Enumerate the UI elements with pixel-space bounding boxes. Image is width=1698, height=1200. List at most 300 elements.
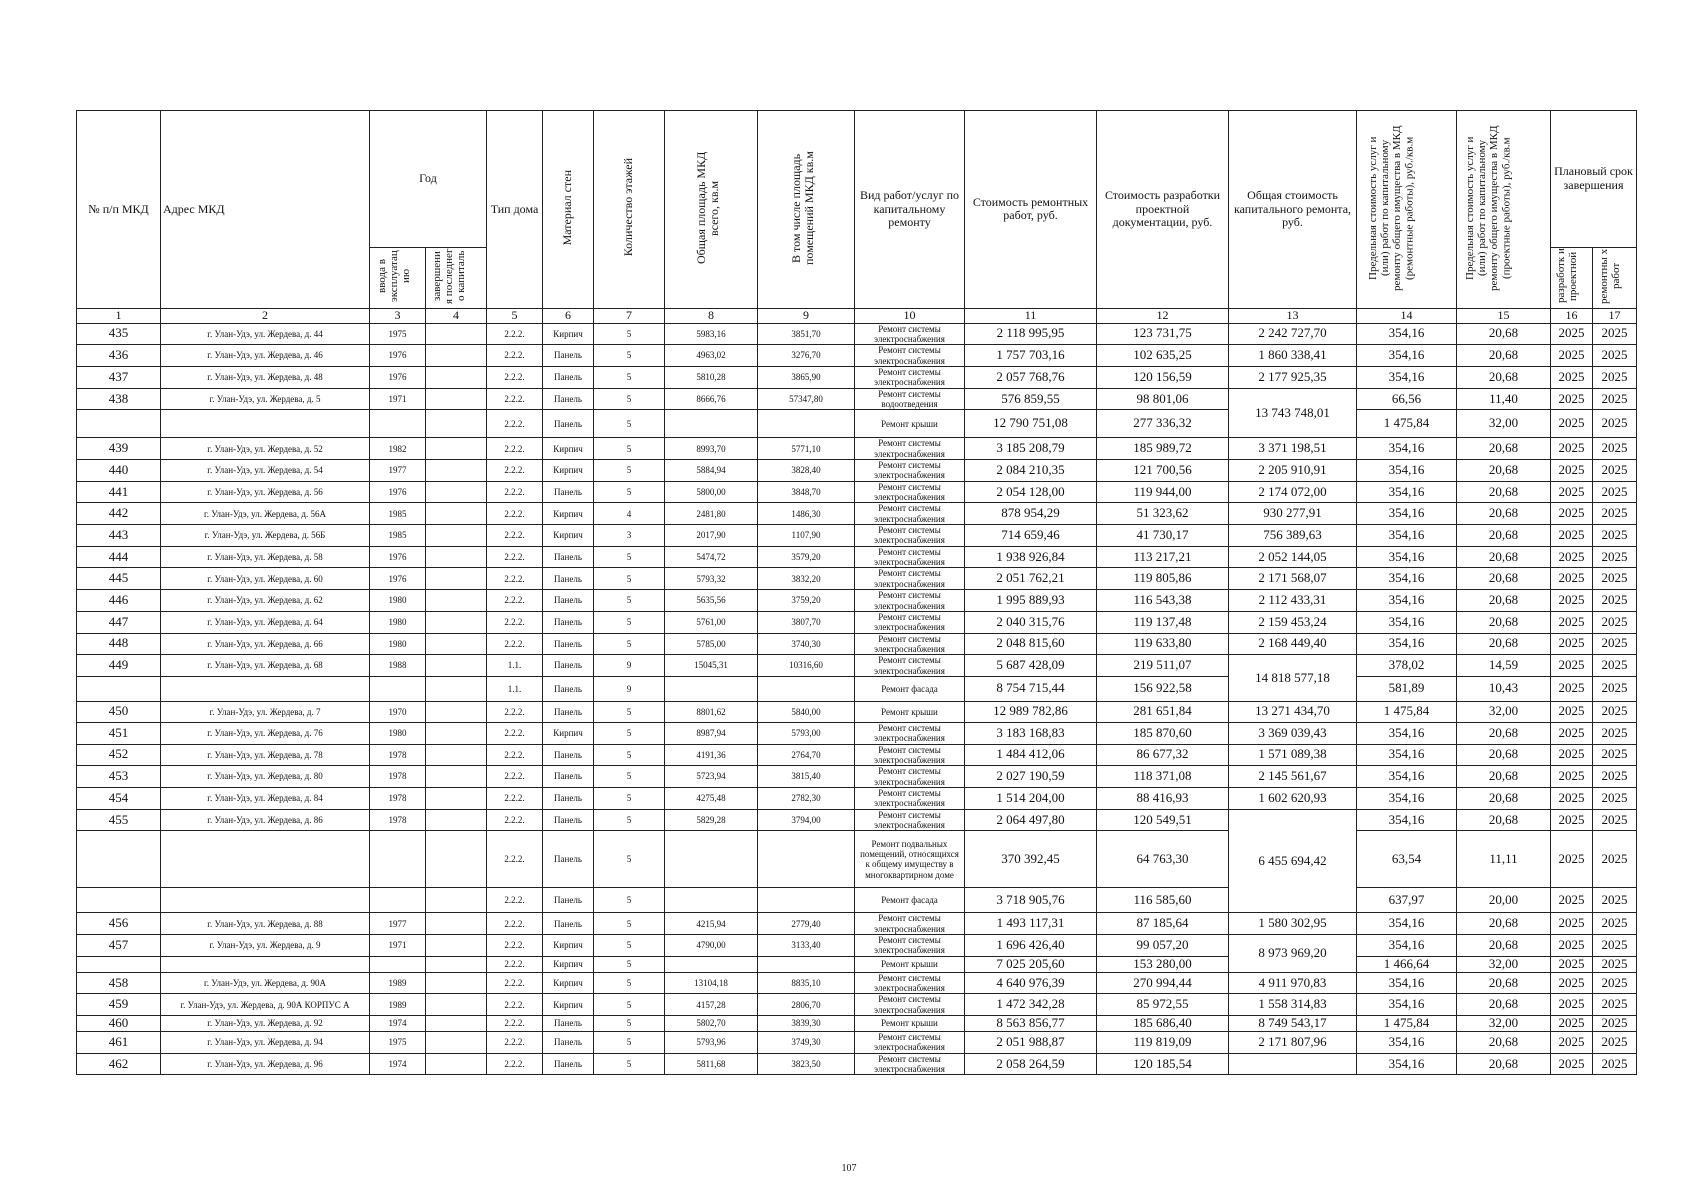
cell-floors: 9 — [594, 655, 665, 677]
header-wall-material: Материал стен — [543, 111, 594, 309]
cell-premises-area: 1486,30 — [758, 503, 855, 525]
cell-limit-repair: 63,54 — [1357, 831, 1457, 888]
cell-total-cost: 2 171 568,07 — [1229, 568, 1357, 590]
cell-limit-repair: 354,16 — [1357, 460, 1457, 482]
cell-work-type: Ремонт системы электроснабжения — [855, 935, 965, 957]
cell-premises-area: 2764,70 — [758, 744, 855, 766]
cell-house-type: 1.1. — [487, 655, 543, 677]
cell-year-reconstruction — [426, 366, 487, 388]
cell-total-cost: 8 973 969,20 — [1229, 935, 1357, 973]
cell-wall-material: Кирпич — [543, 722, 594, 744]
cell-total-cost: 1 580 302,95 — [1229, 913, 1357, 935]
cell-design-cost: 270 994,44 — [1097, 972, 1229, 994]
cell-plan-design-year: 2025 — [1551, 744, 1593, 766]
table-row — [77, 503, 1637, 525]
cell-row-number: 449 — [77, 655, 161, 677]
cell-work-type: Ремонт системы электроснабжения — [855, 460, 965, 482]
cell-wall-material: Панель — [543, 744, 594, 766]
table-row — [77, 525, 1637, 547]
cell-wall-material: Кирпич — [543, 972, 594, 994]
cell-wall-material: Панель — [543, 366, 594, 388]
cell-floors: 3 — [594, 525, 665, 547]
cell-design-cost: 118 371,08 — [1097, 766, 1229, 788]
cell-limit-design: 10,43 — [1457, 676, 1551, 701]
cell-total-area: 5983,16 — [665, 323, 758, 345]
cell-plan-design-year: 2025 — [1551, 972, 1593, 994]
cell-year-commissioning: 1989 — [370, 972, 426, 994]
cell-work-type: Ремонт крыши — [855, 1016, 965, 1032]
header-premises-area: В том числе площадь помещений МКД кв.м — [758, 111, 855, 309]
cell-limit-design: 20,68 — [1457, 611, 1551, 633]
column-number: 15 — [1457, 308, 1551, 323]
cell-limit-repair: 354,16 — [1357, 568, 1457, 590]
cell-repair-cost: 2 058 264,59 — [965, 1053, 1097, 1075]
cell-address: г. Улан-Удэ, ул. Жердева, д. 52 — [161, 438, 370, 460]
cell-design-cost: 120 156,59 — [1097, 366, 1229, 388]
cell-address: г. Улан-Удэ, ул. Жердева, д. 60 — [161, 568, 370, 590]
cell-house-type: 2.2.2. — [487, 766, 543, 788]
column-number: 13 — [1229, 308, 1357, 323]
cell-address: г. Улан-Удэ, ул. Жердева, д. 9 — [161, 935, 370, 957]
table-row — [77, 744, 1637, 766]
cell-limit-repair: 354,16 — [1357, 935, 1457, 957]
cell-house-type: 2.2.2. — [487, 611, 543, 633]
cell-repair-cost: 2 051 988,87 — [965, 1031, 1097, 1053]
cell-total-cost: 2 171 807,96 — [1229, 1031, 1357, 1053]
cell-year-reconstruction — [426, 809, 487, 831]
cell-year-reconstruction — [426, 722, 487, 744]
cell-year-commissioning: 1985 — [370, 503, 426, 525]
cell-total-area: 5811,68 — [665, 1053, 758, 1075]
cell-wall-material: Панель — [543, 611, 594, 633]
cell-year-reconstruction — [426, 460, 487, 482]
cell-wall-material: Кирпич — [543, 935, 594, 957]
table-row — [77, 787, 1637, 809]
cell-row-number: 440 — [77, 460, 161, 482]
cell-house-type: 2.2.2. — [487, 935, 543, 957]
cell-total-area: 8993,70 — [665, 438, 758, 460]
cell-repair-cost: 2 040 315,76 — [965, 611, 1097, 633]
cell-total-cost: 1 602 620,93 — [1229, 787, 1357, 809]
cell-house-type: 2.2.2. — [487, 568, 543, 590]
cell-row-number: 452 — [77, 744, 161, 766]
cell-plan-repair-year: 2025 — [1593, 888, 1637, 913]
cell-house-type: 2.2.2. — [487, 722, 543, 744]
cell-total-area: 13104,18 — [665, 972, 758, 994]
cell-work-type: Ремонт системы электроснабжения — [855, 323, 965, 345]
table-row — [77, 388, 1637, 410]
cell-total-cost: 2 177 925,35 — [1229, 366, 1357, 388]
cell-repair-cost: 1 484 412,06 — [965, 744, 1097, 766]
cell-row-number: 461 — [77, 1031, 161, 1053]
table-row — [77, 956, 1637, 972]
cell-work-type: Ремонт системы электроснабжения — [855, 345, 965, 367]
cell-repair-cost: 1 493 117,31 — [965, 913, 1097, 935]
cell-plan-repair-year: 2025 — [1593, 323, 1637, 345]
cell-premises-area: 3749,30 — [758, 1031, 855, 1053]
cell-address: г. Улан-Удэ, ул. Жердева, д. 90А КОРПУС А — [161, 994, 370, 1016]
cell-year-commissioning — [370, 956, 426, 972]
header-year: Год — [370, 111, 487, 248]
cell-house-type: 2.2.2. — [487, 460, 543, 482]
cell-design-cost: 41 730,17 — [1097, 525, 1229, 547]
cell-limit-repair: 1 475,84 — [1357, 701, 1457, 722]
cell-floors: 5 — [594, 701, 665, 722]
cell-row-number: 439 — [77, 438, 161, 460]
cell-wall-material: Кирпич — [543, 503, 594, 525]
cell-year-reconstruction — [426, 935, 487, 957]
cell-design-cost: 153 280,00 — [1097, 956, 1229, 972]
cell-limit-repair: 354,16 — [1357, 546, 1457, 568]
cell-limit-design: 20,00 — [1457, 888, 1551, 913]
header-address: Адрес МКД — [161, 111, 370, 309]
cell-address: г. Улан-Удэ, ул. Жердева, д. 46 — [161, 345, 370, 367]
cell-plan-repair-year: 2025 — [1593, 503, 1637, 525]
cell-repair-cost: 2 118 995,95 — [965, 323, 1097, 345]
cell-total-cost: 930 277,91 — [1229, 503, 1357, 525]
cell-limit-design: 20,68 — [1457, 722, 1551, 744]
cell-limit-design: 20,68 — [1457, 809, 1551, 831]
cell-year-reconstruction — [426, 611, 487, 633]
cell-plan-design-year: 2025 — [1551, 503, 1593, 525]
cell-year-commissioning: 1985 — [370, 525, 426, 547]
table-row — [77, 438, 1637, 460]
cell-total-area: 2017,90 — [665, 525, 758, 547]
cell-year-reconstruction — [426, 787, 487, 809]
cell-repair-cost: 1 472 342,28 — [965, 994, 1097, 1016]
cell-wall-material: Кирпич — [543, 460, 594, 482]
cell-floors: 4 — [594, 503, 665, 525]
cell-address — [161, 888, 370, 913]
cell-row-number: 435 — [77, 323, 161, 345]
header-plan-repair: ремонтны х работ — [1593, 248, 1637, 309]
cell-repair-cost: 8 563 856,77 — [965, 1016, 1097, 1032]
cell-premises-area: 1107,90 — [758, 525, 855, 547]
cell-year-reconstruction — [426, 345, 487, 367]
cell-plan-repair-year: 2025 — [1593, 972, 1637, 994]
cell-premises-area: 5793,00 — [758, 722, 855, 744]
cell-premises-area — [758, 956, 855, 972]
cell-plan-repair-year: 2025 — [1593, 913, 1637, 935]
cell-row-number: 444 — [77, 546, 161, 568]
cell-plan-repair-year: 2025 — [1593, 809, 1637, 831]
table-row — [77, 935, 1637, 957]
cell-limit-repair: 378,02 — [1357, 655, 1457, 677]
cell-house-type: 2.2.2. — [487, 1053, 543, 1075]
cell-address — [161, 831, 370, 888]
column-number: 4 — [426, 308, 487, 323]
cell-plan-design-year: 2025 — [1551, 546, 1593, 568]
cell-limit-design: 32,00 — [1457, 956, 1551, 972]
cell-year-reconstruction — [426, 766, 487, 788]
cell-limit-design: 20,68 — [1457, 590, 1551, 612]
cell-row-number: 443 — [77, 525, 161, 547]
cell-work-type: Ремонт подвальных помещений, относящихся к общему имуществу в многоквартирном доме — [855, 831, 965, 888]
cell-year-commissioning: 1976 — [370, 546, 426, 568]
cell-year-commissioning: 1978 — [370, 766, 426, 788]
cell-wall-material: Кирпич — [543, 525, 594, 547]
cell-limit-design: 20,68 — [1457, 935, 1551, 957]
cell-premises-area: 3815,40 — [758, 766, 855, 788]
cell-design-cost: 185 870,60 — [1097, 722, 1229, 744]
cell-row-number: 458 — [77, 972, 161, 994]
cell-work-type: Ремонт системы электроснабжения — [855, 568, 965, 590]
cell-house-type: 2.2.2. — [487, 323, 543, 345]
cell-limit-repair: 637,97 — [1357, 888, 1457, 913]
cell-row-number: 447 — [77, 611, 161, 633]
cell-repair-cost: 12 989 782,86 — [965, 701, 1097, 722]
cell-plan-design-year: 2025 — [1551, 935, 1593, 957]
cell-year-reconstruction — [426, 972, 487, 994]
cell-total-area: 5723,94 — [665, 766, 758, 788]
table-row — [77, 1031, 1637, 1053]
cell-floors: 5 — [594, 787, 665, 809]
cell-design-cost: 88 416,93 — [1097, 787, 1229, 809]
table-row — [77, 460, 1637, 482]
cell-row-number: 450 — [77, 701, 161, 722]
cell-floors: 5 — [594, 546, 665, 568]
cell-work-type: Ремонт системы электроснабжения — [855, 481, 965, 503]
cell-design-cost: 119 819,09 — [1097, 1031, 1229, 1053]
cell-premises-area: 3865,90 — [758, 366, 855, 388]
cell-year-commissioning — [370, 676, 426, 701]
cell-limit-repair: 66,56 — [1357, 388, 1457, 410]
table-row — [77, 410, 1637, 438]
cell-premises-area: 57347,80 — [758, 388, 855, 410]
column-number: 2 — [161, 308, 370, 323]
cell-year-reconstruction — [426, 525, 487, 547]
column-number: 10 — [855, 308, 965, 323]
cell-row-number — [77, 888, 161, 913]
cell-year-commissioning — [370, 831, 426, 888]
cell-total-cost: 8 749 543,17 — [1229, 1016, 1357, 1032]
cell-limit-repair: 354,16 — [1357, 590, 1457, 612]
cell-total-area: 5884,94 — [665, 460, 758, 482]
cell-premises-area: 3807,70 — [758, 611, 855, 633]
cell-work-type: Ремонт системы электроснабжения — [855, 655, 965, 677]
table-row — [77, 722, 1637, 744]
cell-wall-material: Панель — [543, 546, 594, 568]
cell-repair-cost: 8 754 715,44 — [965, 676, 1097, 701]
cell-premises-area — [758, 676, 855, 701]
cell-total-area: 4963,02 — [665, 345, 758, 367]
cell-total-area: 5761,00 — [665, 611, 758, 633]
cell-total-cost: 1 571 089,38 — [1229, 744, 1357, 766]
cell-floors: 5 — [594, 460, 665, 482]
cell-total-area: 4191,36 — [665, 744, 758, 766]
cell-work-type: Ремонт системы электроснабжения — [855, 366, 965, 388]
cell-year-reconstruction — [426, 410, 487, 438]
cell-premises-area: 3740,30 — [758, 633, 855, 655]
table-row — [77, 590, 1637, 612]
cell-work-type: Ремонт системы электроснабжения — [855, 525, 965, 547]
cell-design-cost: 119 805,86 — [1097, 568, 1229, 590]
cell-design-cost: 119 944,00 — [1097, 481, 1229, 503]
cell-limit-repair: 354,16 — [1357, 766, 1457, 788]
table-row — [77, 994, 1637, 1016]
cell-address: г. Улан-Удэ, ул. Жердева, д. 64 — [161, 611, 370, 633]
cell-repair-cost: 2 064 497,80 — [965, 809, 1097, 831]
cell-work-type: Ремонт крыши — [855, 410, 965, 438]
cell-limit-repair: 354,16 — [1357, 481, 1457, 503]
cell-year-commissioning: 1976 — [370, 345, 426, 367]
cell-plan-design-year: 2025 — [1551, 655, 1593, 677]
cell-year-reconstruction — [426, 701, 487, 722]
cell-limit-design: 32,00 — [1457, 701, 1551, 722]
cell-limit-repair: 354,16 — [1357, 1031, 1457, 1053]
cell-year-commissioning: 1989 — [370, 994, 426, 1016]
column-number: 3 — [370, 308, 426, 323]
cell-year-reconstruction — [426, 503, 487, 525]
cell-floors: 5 — [594, 568, 665, 590]
cell-limit-repair: 1 466,64 — [1357, 956, 1457, 972]
cell-year-commissioning: 1978 — [370, 809, 426, 831]
cell-plan-repair-year: 2025 — [1593, 525, 1637, 547]
cell-house-type: 2.2.2. — [487, 1031, 543, 1053]
cell-address: г. Улан-Удэ, ул. Жердева, д. 68 — [161, 655, 370, 677]
cell-design-cost: 219 511,07 — [1097, 655, 1229, 677]
cell-row-number: 437 — [77, 366, 161, 388]
cell-total-area: 15045,31 — [665, 655, 758, 677]
cell-row-number: 441 — [77, 481, 161, 503]
cell-premises-area: 3579,20 — [758, 546, 855, 568]
cell-year-reconstruction — [426, 994, 487, 1016]
cell-address — [161, 956, 370, 972]
cell-house-type: 2.2.2. — [487, 633, 543, 655]
cell-house-type: 2.2.2. — [487, 972, 543, 994]
cell-address: г. Улан-Удэ, ул. Жердева, д. 62 — [161, 590, 370, 612]
cell-repair-cost: 2 054 128,00 — [965, 481, 1097, 503]
cell-total-cost: 3 371 198,51 — [1229, 438, 1357, 460]
cell-row-number: 446 — [77, 590, 161, 612]
cell-year-reconstruction — [426, 590, 487, 612]
cell-total-cost: 2 168 449,40 — [1229, 633, 1357, 655]
cell-plan-design-year: 2025 — [1551, 888, 1593, 913]
cell-year-reconstruction — [426, 633, 487, 655]
cell-year-commissioning: 1988 — [370, 655, 426, 677]
cell-total-cost: 4 911 970,83 — [1229, 972, 1357, 994]
cell-address: г. Улан-Удэ, ул. Жердева, д. 78 — [161, 744, 370, 766]
cell-premises-area: 2782,30 — [758, 787, 855, 809]
cell-repair-cost: 3 185 208,79 — [965, 438, 1097, 460]
cell-work-type: Ремонт системы электроснабжения — [855, 611, 965, 633]
cell-design-cost: 120 549,51 — [1097, 809, 1229, 831]
cell-row-number: 448 — [77, 633, 161, 655]
cell-total-cost: 6 455 694,42 — [1229, 809, 1357, 913]
column-number: 16 — [1551, 308, 1593, 323]
cell-address: г. Улан-Удэ, ул. Жердева, д. 54 — [161, 460, 370, 482]
cell-premises-area — [758, 888, 855, 913]
cell-plan-design-year: 2025 — [1551, 1053, 1593, 1075]
cell-total-cost: 756 389,63 — [1229, 525, 1357, 547]
cell-year-reconstruction — [426, 831, 487, 888]
cell-repair-cost: 1 514 204,00 — [965, 787, 1097, 809]
cell-year-commissioning: 1976 — [370, 568, 426, 590]
cell-wall-material: Панель — [543, 676, 594, 701]
cell-limit-design: 11,40 — [1457, 388, 1551, 410]
column-number: 12 — [1097, 308, 1229, 323]
cell-repair-cost: 5 687 428,09 — [965, 655, 1097, 677]
cell-year-commissioning: 1980 — [370, 611, 426, 633]
cell-plan-design-year: 2025 — [1551, 345, 1593, 367]
cell-design-cost: 123 731,75 — [1097, 323, 1229, 345]
cell-limit-design: 20,68 — [1457, 345, 1551, 367]
cell-row-number: 462 — [77, 1053, 161, 1075]
cell-year-reconstruction — [426, 323, 487, 345]
cell-year-commissioning: 1971 — [370, 935, 426, 957]
cell-year-commissioning: 1974 — [370, 1016, 426, 1032]
header-plan-design: разработк и проектной — [1551, 248, 1593, 309]
cell-floors: 5 — [594, 345, 665, 367]
cell-year-reconstruction — [426, 1016, 487, 1032]
cell-total-cost: 1 860 338,41 — [1229, 345, 1357, 367]
cell-repair-cost: 1 995 889,93 — [965, 590, 1097, 612]
cell-work-type: Ремонт системы электроснабжения — [855, 546, 965, 568]
cell-year-commissioning: 1977 — [370, 913, 426, 935]
header-total-area: Общая площадь МКД всего, кв.м — [665, 111, 758, 309]
cell-premises-area — [758, 410, 855, 438]
cell-limit-design: 20,68 — [1457, 633, 1551, 655]
cell-limit-repair: 354,16 — [1357, 744, 1457, 766]
cell-total-area: 5800,00 — [665, 481, 758, 503]
cell-total-area — [665, 676, 758, 701]
cell-address: г. Улан-Удэ, ул. Жердева, д. 5 — [161, 388, 370, 410]
cell-total-cost: 2 205 910,91 — [1229, 460, 1357, 482]
cell-address: г. Улан-Удэ, ул. Жердева, д. 90А — [161, 972, 370, 994]
cell-year-commissioning: 1978 — [370, 787, 426, 809]
cell-wall-material: Панель — [543, 787, 594, 809]
cell-design-cost: 185 989,72 — [1097, 438, 1229, 460]
cell-address: г. Улан-Удэ, ул. Жердева, д. 48 — [161, 366, 370, 388]
cell-plan-design-year: 2025 — [1551, 611, 1593, 633]
cell-work-type: Ремонт системы электроснабжения — [855, 994, 965, 1016]
cell-limit-design: 20,68 — [1457, 1031, 1551, 1053]
capital-repair-table — [76, 110, 1637, 1075]
cell-year-reconstruction — [426, 655, 487, 677]
cell-year-reconstruction — [426, 481, 487, 503]
cell-wall-material: Кирпич — [543, 323, 594, 345]
cell-premises-area: 2806,70 — [758, 994, 855, 1016]
cell-total-area: 4790,00 — [665, 935, 758, 957]
cell-repair-cost: 2 051 762,21 — [965, 568, 1097, 590]
cell-plan-design-year: 2025 — [1551, 722, 1593, 744]
cell-plan-design-year: 2025 — [1551, 676, 1593, 701]
cell-plan-design-year: 2025 — [1551, 568, 1593, 590]
cell-floors: 5 — [594, 410, 665, 438]
cell-wall-material: Кирпич — [543, 994, 594, 1016]
cell-wall-material: Панель — [543, 766, 594, 788]
cell-total-area — [665, 831, 758, 888]
cell-address: г. Улан-Удэ, ул. Жердева, д. 76 — [161, 722, 370, 744]
cell-limit-repair: 354,16 — [1357, 345, 1457, 367]
cell-limit-design: 20,68 — [1457, 366, 1551, 388]
cell-address — [161, 676, 370, 701]
cell-limit-design: 20,68 — [1457, 787, 1551, 809]
cell-plan-repair-year: 2025 — [1593, 831, 1637, 888]
cell-row-number: 455 — [77, 809, 161, 831]
cell-premises-area: 10316,60 — [758, 655, 855, 677]
cell-total-cost: 2 145 561,67 — [1229, 766, 1357, 788]
cell-year-reconstruction — [426, 546, 487, 568]
cell-plan-design-year: 2025 — [1551, 410, 1593, 438]
cell-floors: 5 — [594, 481, 665, 503]
cell-limit-repair: 354,16 — [1357, 525, 1457, 547]
cell-repair-cost: 4 640 976,39 — [965, 972, 1097, 994]
cell-premises-area: 3832,20 — [758, 568, 855, 590]
cell-repair-cost: 3 183 168,83 — [965, 722, 1097, 744]
cell-repair-cost: 2 057 768,76 — [965, 366, 1097, 388]
table-row — [77, 1016, 1637, 1032]
